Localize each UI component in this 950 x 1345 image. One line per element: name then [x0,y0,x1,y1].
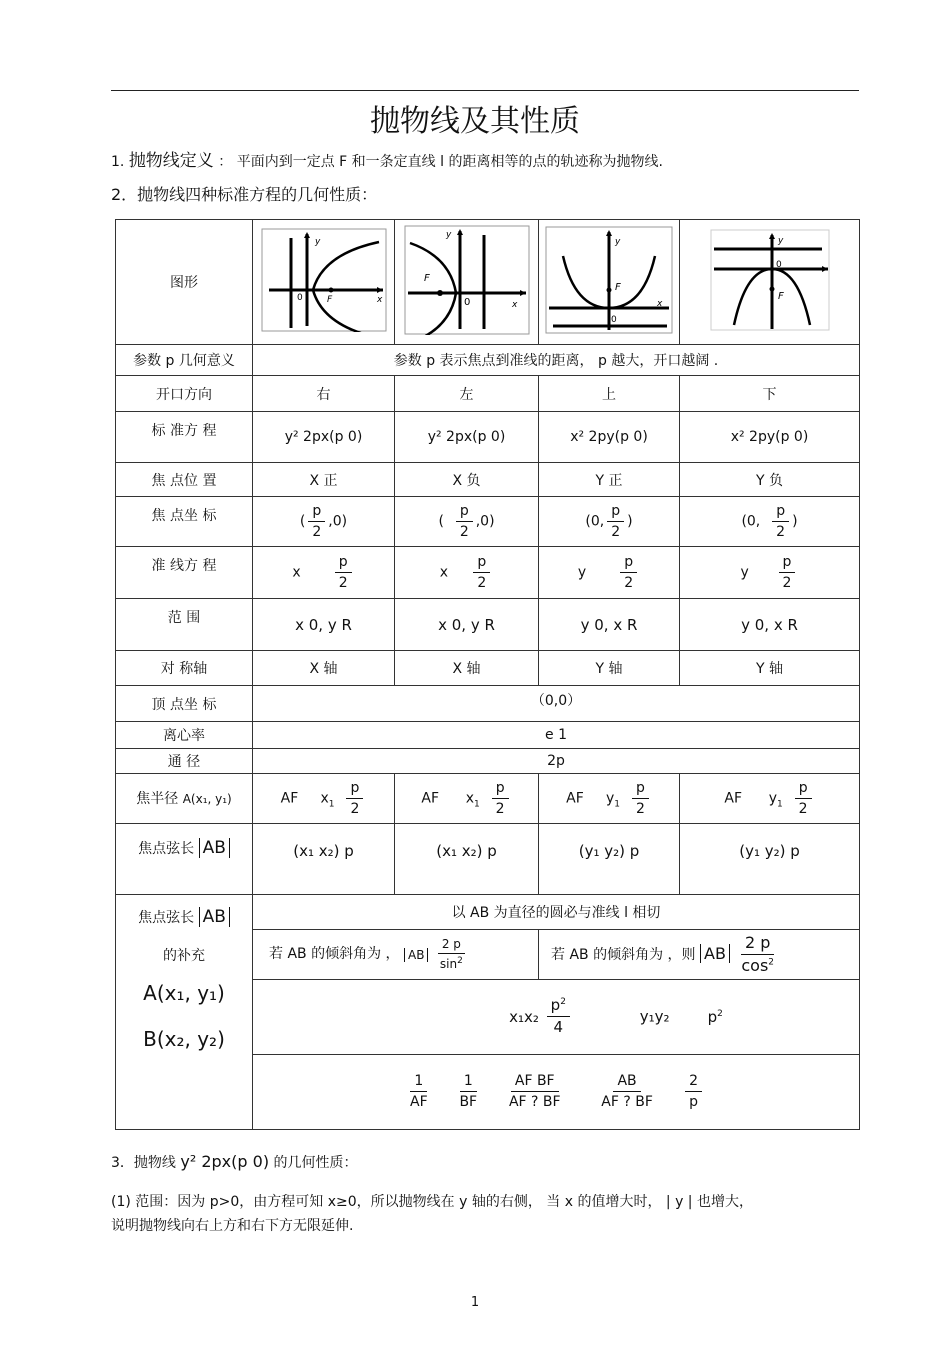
axis-up: Y 轴 [539,651,680,686]
focus-position-left: X 负 [395,463,539,497]
inclination-cos-text: 若 AB 的倾斜角为 ，则 [551,946,696,963]
param-label: 参数 p 几何意义 [116,345,253,376]
focus-coord-left: ( $\frac{p}{2}$ ,0) [395,497,539,547]
focus-position-up: Y 正 [539,463,680,497]
focal-chord-label [116,824,253,895]
directrix-right: x $\frac{p}{2}$ [253,547,395,599]
recip-bf: $\frac{1}{BF}$ [459,1073,478,1110]
supplement-title [116,907,252,927]
x-product: x₁x₂ [509,1007,539,1026]
page-title: 抛物线及其性质 [370,104,580,139]
axis-down: Y 轴 [680,651,860,686]
focus-position-right: X 正 [253,463,395,497]
svg-text:x: x [376,295,382,305]
def-text: 平面内到一定点 F 和一条定直线 l 的距离相等的点的轨迹称为抛物线. [236,154,663,170]
equation-row [116,412,860,463]
figure-row [116,220,860,345]
axis-right: X 轴 [253,651,395,686]
equation-up: x² 2py(p 0) [539,412,680,463]
focus-coord-down: (0, $\frac{p}{2}$ ) [680,497,860,547]
supplement-subtitle: 的补充 [163,948,205,964]
range-paragraph-line2: 说明抛物线向右上方和右下方无限延伸. [111,1218,354,1234]
figure-left [395,220,539,345]
directrix-left: x $\frac{p}{2}$ [395,547,539,599]
svg-text:F: F [423,273,430,284]
focal-radius-left: AF $x_1$ $\frac{p}{2}$ [395,774,539,824]
focal-chord-text: 焦点弦长 [138,841,195,857]
def-term: 抛物线定义 [128,151,214,171]
figure-label: 图形 [116,220,253,345]
focal-radius-point: A(x₁, y₁) [182,792,232,806]
vertex-row [116,686,860,722]
param-row [116,345,860,376]
svg-text:y: y [445,230,451,240]
definition-line [111,146,663,171]
svg-text:F: F [777,291,784,302]
range-label: 范 围 [116,599,253,651]
top-rule [111,90,859,91]
equation-label: 标 准方 程 [116,412,253,463]
p2-over-4: $\frac{p^2}{4}$ [547,998,570,1036]
inclination-sin-text: 若 AB 的倾斜角为 ， [269,946,400,963]
focus-position-row [116,463,860,497]
range-left: x 0, y R [395,599,539,651]
eccentricity-row [116,722,860,749]
supplement-tangent-row [116,895,860,930]
range-row [116,599,860,651]
axis-left: X 轴 [395,651,539,686]
vertex-label: 顶 点坐 标 [116,686,253,722]
focus-coord-row [116,497,860,547]
page-number: 1 [470,1295,480,1310]
recip-af: $\frac{1}{AF}$ [410,1073,428,1110]
focal-radius-row [116,774,860,824]
range-down: y 0, x R [680,599,860,651]
directrix-down: y $\frac{p}{2}$ [680,547,860,599]
param-text: 参数 p 表示焦点到准线的距离， p 越大，开口越阔 . [253,345,860,376]
opening-down: 下 [680,376,860,412]
supplement-ab: AB [199,907,230,927]
opening-row [116,376,860,412]
focal-chord-left: (x₁ x₂) p [395,824,539,895]
svg-text:y: y [777,236,783,246]
sec3-equation: y² 2px(p 0) [180,1152,270,1171]
focus-coord-label: 焦 点坐 标 [116,497,253,547]
svg-text:0: 0 [296,293,303,303]
def-number: 1. [111,154,125,170]
focal-chord-down: (y₁ y₂) p [680,824,860,895]
parabola-up-figure [545,226,673,334]
range-right: x 0, y R [253,599,395,651]
sec3-suffix: 的几何性质： [273,1155,358,1171]
inclination-cos [539,930,860,980]
equation-right: y² 2px(p 0) [253,412,395,463]
sum-over-product: $\frac{\text{AF BF}}{AF ? BF}$ [508,1073,561,1110]
focal-radius-text: 焦半径 [136,791,179,807]
sin-fraction: $\frac{2 p}{\sin^2}$ [436,938,467,970]
focal-radius-up: AF $y_1$ $\frac{p}{2}$ [539,774,680,824]
cos-fraction: $\frac{2 p}{\cos^2}$ [741,932,775,975]
ab-abs-1: AB [404,948,428,962]
directrix-label: 准 线方 程 [116,547,253,599]
reciprocal-formula [253,1055,860,1130]
equation-left: y² 2px(p 0) [395,412,539,463]
svg-text:0: 0 [611,315,617,325]
two-over-p: $\frac{2}{p}$ [685,1074,702,1109]
y-product: y₁y₂ [639,1007,670,1026]
sec3-prefix: 3．抛物线 [111,1155,176,1171]
range-paragraph-line1: (1) 范围：因为 p>0，由方程可知 x≥0，所以抛物线在 y 轴的右侧， 当 x 的值增大时， | y | 也增大， [111,1194,753,1210]
latus-rectum-label: 通 径 [116,749,253,774]
svg-text:0: 0 [463,297,470,308]
figure-right [253,220,395,345]
focus-coord-up: (0, $\frac{p}{2}$ ) [539,497,680,547]
opening-left: 左 [395,376,539,412]
focal-radius-label [116,774,253,824]
opening-up: 上 [539,376,680,412]
focal-chord-ab: AB [199,838,230,858]
svg-text:F: F [326,295,332,305]
latus-rectum-value: 2p [253,749,860,774]
focal-chord-right: (x₁ x₂) p [253,824,395,895]
product-formulas [253,980,860,1055]
focal-radius-down: AF $y_1$ $\frac{p}{2}$ [680,774,860,824]
parabola-properties-table [115,219,860,1130]
svg-text:y: y [314,237,320,247]
supplement-label [116,895,253,1130]
latus-rectum-row [116,749,860,774]
section-3-heading [111,1152,358,1172]
tangent-text: 以 AB 为直径的圆必与准线 l 相切 [253,895,860,930]
ab-over-product: $\frac{AB}{AF ? BF}$ [601,1073,653,1110]
svg-text:x: x [511,300,517,310]
svg-text:0: 0 [775,260,782,270]
range-up: y 0, x R [539,599,680,651]
point-a: A(x₁, y₁) [143,981,225,1005]
axis-label: 对 称轴 [116,651,253,686]
neg-p2: $p^2$ [707,1007,723,1026]
focus-coord-right: ( $\frac{p}{2}$ ,0) [253,497,395,547]
directrix-row [116,547,860,599]
parabola-down-figure [710,229,830,331]
point-b: B(x₂, y₂) [143,1027,225,1051]
svg-text:x: x [657,299,663,309]
parabola-left-figure [404,225,530,335]
figure-down [680,220,860,345]
focal-chord-row [116,824,860,895]
svg-text:y: y [615,237,621,247]
axis-row [116,651,860,686]
svg-text:F: F [615,282,621,293]
focal-radius-right: AF $x_1$ $\frac{p}{2}$ [253,774,395,824]
figure-up [539,220,680,345]
eccentricity-label: 离心率 [116,722,253,749]
directrix-up: y $\frac{p}{2}$ [539,547,680,599]
vertex-value: （0,0） [253,686,860,722]
opening-label: 开口方向 [116,376,253,412]
focus-position-label: 焦 点位 置 [116,463,253,497]
inclination-sin [253,930,539,980]
ab-abs-2: AB [700,944,730,963]
focus-position-down: Y 负 [680,463,860,497]
eccentricity-value: e 1 [253,722,860,749]
section-2-heading: 2．抛物线四种标准方程的几何性质： [111,185,378,204]
supplement-text: 焦点弦长 [138,910,195,926]
equation-down: x² 2py(p 0) [680,412,860,463]
focal-chord-up: (y₁ y₂) p [539,824,680,895]
parabola-right-figure [261,228,387,332]
def-colon: ： [218,154,233,170]
opening-right: 右 [253,376,395,412]
